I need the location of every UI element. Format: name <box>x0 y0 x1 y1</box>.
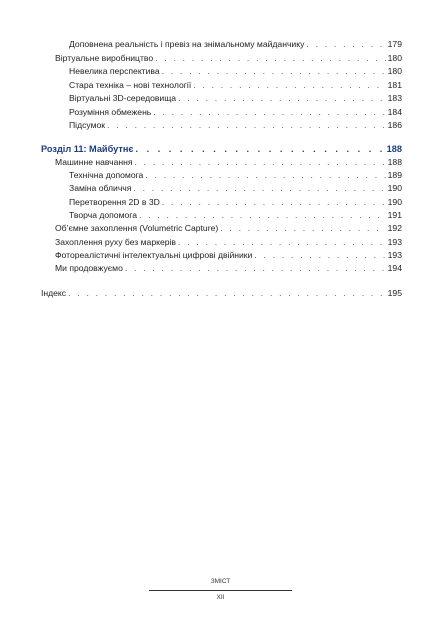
toc-entry-page: 181 <box>387 80 402 90</box>
toc-entry-page: 180 <box>387 53 402 63</box>
toc-entry-label: Захоплення руху без маркерів <box>55 237 176 247</box>
toc-entry-page: 186 <box>387 120 402 130</box>
toc-entry-label: Невелика перспектива <box>69 66 160 76</box>
dot-leader <box>107 119 386 131</box>
toc-entry-label: Віртуальне виробництво <box>55 53 154 63</box>
footer-section-title: ЗМІСТ <box>210 578 231 585</box>
toc-entry-page: 193 <box>387 250 402 260</box>
toc-entry-label: Перетворення 2D в 3D <box>69 197 160 207</box>
dot-leader <box>162 65 386 77</box>
toc-entry[interactable] <box>69 182 402 194</box>
toc-entry-label: Доповнена реальність і превіз на знімальному майданчику <box>69 39 305 49</box>
dot-leader <box>135 143 384 155</box>
dot-leader <box>153 106 385 118</box>
dot-leader <box>178 92 386 104</box>
toc-entry-label: Заміна обличчя <box>69 183 132 193</box>
dot-leader <box>68 287 386 299</box>
dot-leader <box>193 79 385 91</box>
toc-entry[interactable] <box>55 222 402 234</box>
toc-entry-index[interactable] <box>41 287 402 299</box>
toc-chapter-entry[interactable] <box>41 143 402 155</box>
dot-leader <box>125 262 386 274</box>
toc-entry[interactable] <box>69 106 402 118</box>
toc-entry-page: 193 <box>387 237 402 247</box>
toc-entry[interactable] <box>69 209 402 221</box>
toc-entry[interactable] <box>69 92 402 104</box>
toc-entry-label: Індекс <box>41 288 67 298</box>
dot-leader <box>306 38 385 50</box>
toc-entry-page: 188 <box>387 157 402 167</box>
toc-entry[interactable] <box>69 119 402 131</box>
toc-entry-label: Об’ємне захоплення (Volumetric Capture) <box>55 223 219 233</box>
toc-chapter-label: Розділ 11: Майбутнє <box>41 144 134 154</box>
toc-entry[interactable] <box>55 262 402 274</box>
toc-entry-label: Підсумок <box>69 120 106 130</box>
toc-entry-page: 179 <box>387 39 402 49</box>
dot-leader <box>162 196 386 208</box>
toc-entry-page: 180 <box>387 66 402 76</box>
toc-entry[interactable] <box>69 65 402 77</box>
toc-entry-page: 192 <box>387 223 402 233</box>
toc-entry-label: Технічна допомога <box>69 170 144 180</box>
toc-entry-label: Фотореалістичні інтелектуальні цифрові двійники <box>55 250 253 260</box>
dot-leader <box>145 169 385 181</box>
toc-entry-page: 190 <box>387 197 402 207</box>
toc-entry-page: 189 <box>387 170 402 180</box>
toc-entry-page: 190 <box>387 183 402 193</box>
toc-chapter-page: 188 <box>386 144 402 154</box>
toc-entry-label: Стара техніка – нові технології <box>69 80 192 90</box>
toc-entry[interactable] <box>55 249 402 261</box>
toc-entry[interactable] <box>69 79 402 91</box>
toc-entry-page: 195 <box>387 288 402 298</box>
toc-entry-page: 194 <box>387 263 402 273</box>
dot-leader <box>220 222 385 234</box>
toc-entry-label: Віртуальні 3D-середовища <box>69 93 177 103</box>
toc-entry-label: Розуміння обмежень <box>69 107 152 117</box>
toc-entry[interactable] <box>69 169 402 181</box>
footer-divider <box>149 590 292 591</box>
dot-leader <box>178 236 386 248</box>
footer-page-number: XII <box>216 594 225 601</box>
dot-leader <box>254 249 385 261</box>
toc-entry[interactable] <box>55 52 402 64</box>
toc-entry-label: Ми продовжуємо <box>55 263 123 273</box>
toc-entry[interactable] <box>55 236 402 248</box>
toc-entry-page: 191 <box>387 210 402 220</box>
dot-leader <box>135 156 386 168</box>
toc-entry-page: 183 <box>387 93 402 103</box>
toc-entry[interactable] <box>69 196 402 208</box>
toc-entry-label: Творча допомога <box>69 210 137 220</box>
toc-entry-page: 184 <box>387 107 402 117</box>
dot-leader <box>133 182 385 194</box>
toc-entry-label: Машинне навчання <box>55 157 133 167</box>
dot-leader <box>155 52 386 64</box>
toc-entry[interactable] <box>69 38 402 50</box>
toc-entry[interactable] <box>55 156 402 168</box>
dot-leader <box>139 209 386 221</box>
